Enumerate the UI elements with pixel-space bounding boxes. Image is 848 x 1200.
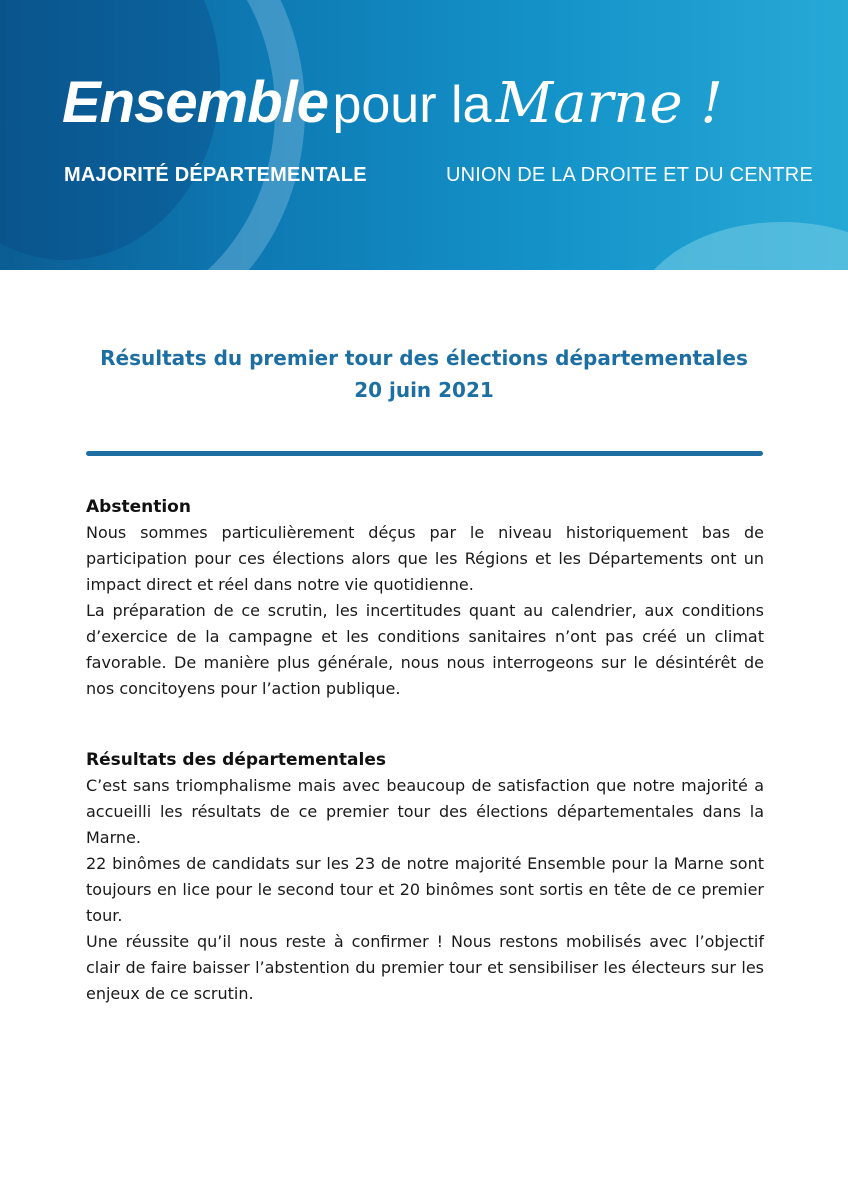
brand-script-text: Marne !	[495, 71, 723, 136]
banner-subtitle-left: MAJORITÉ DÉPARTEMENTALE	[64, 164, 367, 186]
brand-logo	[62, 70, 723, 136]
brand-light-text: pour la	[332, 76, 492, 134]
title-divider	[86, 451, 763, 456]
title-line-1: Résultats du premier tour des élections départementales	[100, 346, 748, 370]
section-paragraph: 22 binômes de candidats sur les 23 de notre majorité Ensemble pour la Marne sont toujours en lice pour le second tour et 20 binômes sont sortis en tête de ce premier tour.	[86, 854, 764, 925]
section-resultats	[86, 747, 764, 1007]
section-paragraph: La préparation de ce scrutin, les incertitudes quant au calendrier, aux conditions d’exercice de la campagne et les conditions sanitaires n’ont pas créé un climat favorable. De manière plus générale, nous nous interrogeons sur le désintérêt de nos concitoyens pour l’action publique.	[86, 601, 764, 698]
section-heading: Abstention	[86, 497, 191, 517]
banner-subtitle-right: UNION DE LA DROITE ET DU CENTRE	[446, 164, 813, 186]
brand-strong-text: Ensemble	[62, 70, 328, 135]
document-title	[0, 342, 848, 406]
section-heading: Résultats des départementales	[86, 750, 386, 770]
banner-decor-arc	[632, 222, 848, 270]
section-abstention	[86, 494, 764, 702]
section-paragraph: Nous sommes particulièrement déçus par le niveau historiquement bas de participation pour ces élections alors que les Régions et les Départements ont un impact direct et réel dans notre vie quotidienne.	[86, 523, 764, 594]
title-line-2: 20 juin 2021	[354, 378, 494, 402]
section-paragraph: C’est sans triomphalisme mais avec beaucoup de satisfaction que notre majorité a accueilli les résultats de ce premier tour des élections départementales dans la Marne.	[86, 776, 764, 847]
header-banner	[0, 0, 848, 270]
section-paragraph: Une réussite qu’il nous reste à confirmer ! Nous restons mobilisés avec l’objectif clair de faire baisser l’abstention du premier tour et sensibiliser les électeurs sur les enjeux de ce scrutin.	[86, 932, 764, 1003]
banner-decor-ring	[0, 0, 305, 270]
